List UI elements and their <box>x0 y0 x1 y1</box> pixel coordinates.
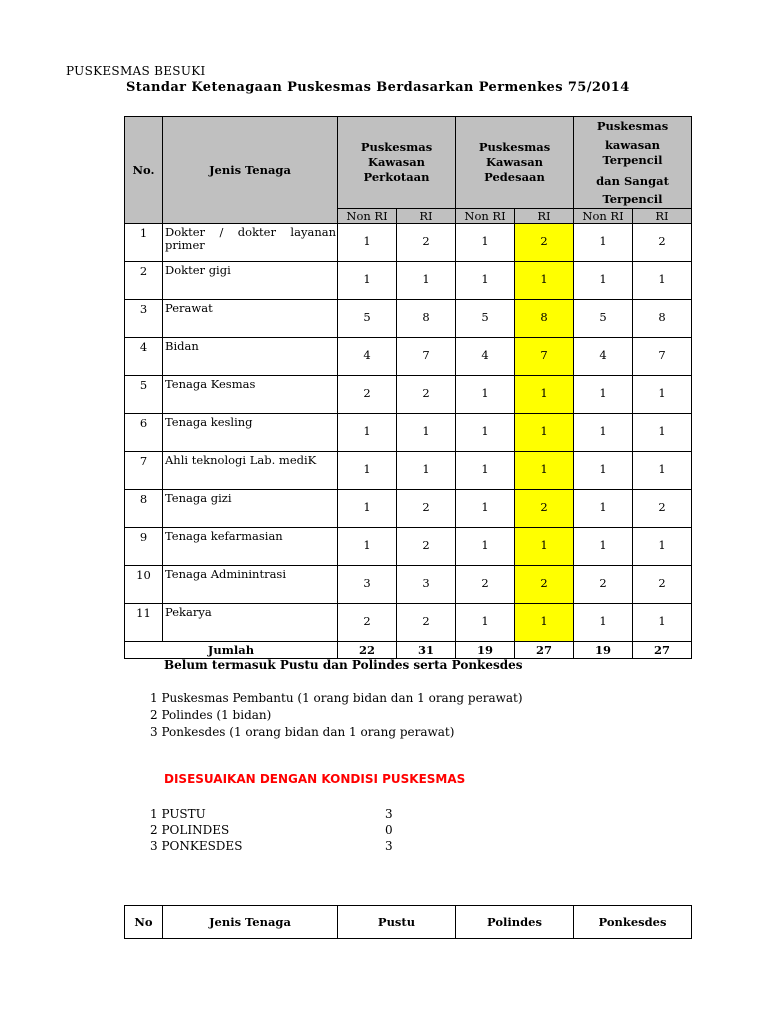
staff-type: Tenaga Kesmas <box>163 376 338 414</box>
organization-name: PUSKESMAS BESUKI <box>66 64 206 78</box>
value-cell: 5 <box>574 300 633 338</box>
row-number: 11 <box>125 604 163 642</box>
header-jenis-tenaga: Jenis Tenaga <box>163 117 338 224</box>
value-cell: 1 <box>397 452 456 490</box>
table-row <box>125 414 692 452</box>
facility-count-list <box>150 806 393 854</box>
total-row <box>125 642 692 659</box>
value-cell: 1 <box>633 528 692 566</box>
table-row <box>125 604 692 642</box>
value-cell: 1 <box>338 528 397 566</box>
value-cell: 2 <box>456 566 515 604</box>
header-polindes: Polindes <box>456 906 574 939</box>
list-item <box>150 822 393 838</box>
adjusted-heading: DISESUAIKAN DENGAN KONDISI PUSKESMAS <box>164 772 466 786</box>
value-cell: 1 <box>574 490 633 528</box>
staff-type: Tenaga kefarmasian <box>163 528 338 566</box>
value-cell: 2 <box>397 528 456 566</box>
table-row <box>125 224 692 262</box>
value-cell: 1 <box>574 604 633 642</box>
staff-type: Pekarya <box>163 604 338 642</box>
value-cell: 5 <box>456 300 515 338</box>
list-item <box>150 806 393 822</box>
row-number: 9 <box>125 528 163 566</box>
value-cell: 4 <box>456 338 515 376</box>
value-cell: 3 <box>397 566 456 604</box>
header-no: No <box>125 906 163 939</box>
header-jenis-tenaga: Jenis Tenaga <box>163 906 338 939</box>
value-cell: 2 <box>633 224 692 262</box>
value-cell: 1 <box>338 224 397 262</box>
value-cell: 1 <box>456 414 515 452</box>
header-ponkesdes: Ponkesdes <box>574 906 692 939</box>
total-cell: 19 <box>574 642 633 659</box>
header-pustu: Pustu <box>338 906 456 939</box>
value-cell: 1 <box>515 262 574 300</box>
staff-type: Dokter / dokter layanan primer <box>163 224 338 262</box>
value-cell: 1 <box>515 414 574 452</box>
list-item: 2 Polindes (1 bidan) <box>150 708 272 722</box>
total-label: Jumlah <box>125 642 338 659</box>
value-cell: 1 <box>338 414 397 452</box>
list-item: 1 Puskesmas Pembantu (1 orang bidan dan 1 orang perawat) <box>150 691 523 705</box>
value-cell: 1 <box>515 528 574 566</box>
value-cell: 1 <box>456 604 515 642</box>
value-cell: 1 <box>633 376 692 414</box>
value-cell: 2 <box>574 566 633 604</box>
value-cell: 1 <box>456 224 515 262</box>
row-number: 8 <box>125 490 163 528</box>
item-label: 2 POLINDES <box>150 823 230 837</box>
subheader-ri: RI <box>515 209 574 224</box>
facility-list <box>150 690 523 741</box>
staff-type: Dokter gigi <box>163 262 338 300</box>
value-cell: 1 <box>574 414 633 452</box>
staff-type: Tenaga gizi <box>163 490 338 528</box>
row-number: 10 <box>125 566 163 604</box>
staffing-standard-table <box>124 116 692 659</box>
value-cell: 8 <box>515 300 574 338</box>
value-cell: 7 <box>397 338 456 376</box>
value-cell: 4 <box>338 338 397 376</box>
value-cell: 1 <box>633 414 692 452</box>
value-cell: 2 <box>338 376 397 414</box>
value-cell: 1 <box>338 262 397 300</box>
item-label: 3 PONKESDES <box>150 839 243 853</box>
subheader-ri: RI <box>633 209 692 224</box>
value-cell: 1 <box>574 376 633 414</box>
value-cell: 1 <box>574 452 633 490</box>
row-number: 4 <box>125 338 163 376</box>
row-number: 5 <box>125 376 163 414</box>
value-cell: 1 <box>338 452 397 490</box>
staff-type: Bidan <box>163 338 338 376</box>
list-item <box>150 838 393 854</box>
value-cell: 2 <box>633 566 692 604</box>
value-cell: 1 <box>397 414 456 452</box>
value-cell: 2 <box>515 490 574 528</box>
note-text: Belum termasuk Pustu dan Polindes serta Ponkesdes <box>164 658 523 672</box>
value-cell: 2 <box>397 224 456 262</box>
staff-type: Tenaga Adminintrasi <box>163 566 338 604</box>
table-row <box>125 300 692 338</box>
header-group-pedesaan: Puskesmas Kawasan Pedesaan <box>456 117 574 209</box>
table-row <box>125 452 692 490</box>
value-cell: 4 <box>574 338 633 376</box>
total-cell: 27 <box>633 642 692 659</box>
value-cell: 1 <box>397 262 456 300</box>
value-cell: 2 <box>515 224 574 262</box>
row-number: 3 <box>125 300 163 338</box>
item-value: 3 <box>385 807 393 821</box>
value-cell: 2 <box>397 490 456 528</box>
subheader-non-ri: Non RI <box>574 209 633 224</box>
value-cell: 2 <box>338 604 397 642</box>
value-cell: 1 <box>456 528 515 566</box>
total-cell: 31 <box>397 642 456 659</box>
row-number: 1 <box>125 224 163 262</box>
value-cell: 1 <box>574 262 633 300</box>
item-value: 0 <box>385 823 393 837</box>
value-cell: 1 <box>338 490 397 528</box>
staff-type: Perawat <box>163 300 338 338</box>
facility-staff-table <box>124 905 692 939</box>
total-cell: 27 <box>515 642 574 659</box>
staff-type: Ahli teknologi Lab. mediK <box>163 452 338 490</box>
staff-type: Tenaga kesling <box>163 414 338 452</box>
value-cell: 1 <box>633 452 692 490</box>
value-cell: 2 <box>397 604 456 642</box>
subheader-non-ri: Non RI <box>456 209 515 224</box>
total-cell: 22 <box>338 642 397 659</box>
value-cell: 3 <box>338 566 397 604</box>
row-number: 6 <box>125 414 163 452</box>
subheader-non-ri: Non RI <box>338 209 397 224</box>
list-item: 3 Ponkesdes (1 orang bidan dan 1 orang perawat) <box>150 725 455 739</box>
value-cell: 1 <box>456 452 515 490</box>
value-cell: 1 <box>633 262 692 300</box>
row-number: 7 <box>125 452 163 490</box>
value-cell: 1 <box>456 376 515 414</box>
value-cell: 1 <box>574 224 633 262</box>
table-row <box>125 338 692 376</box>
value-cell: 5 <box>338 300 397 338</box>
table-row <box>125 566 692 604</box>
value-cell: 2 <box>397 376 456 414</box>
value-cell: 1 <box>456 490 515 528</box>
value-cell: 1 <box>633 604 692 642</box>
header-group-perkotaan: Puskesmas Kawasan Perkotaan <box>338 117 456 209</box>
value-cell: 1 <box>515 604 574 642</box>
value-cell: 8 <box>633 300 692 338</box>
header-group-terpencil: Puskesmas kawasan Terpencil dan Sangat Terpencil <box>574 117 692 209</box>
value-cell: 8 <box>397 300 456 338</box>
table-row <box>125 262 692 300</box>
row-number: 2 <box>125 262 163 300</box>
document-title: Standar Ketenagaan Puskesmas Berdasarkan Permenkes 75/2014 <box>126 80 630 95</box>
item-label: 1 PUSTU <box>150 807 206 821</box>
value-cell: 7 <box>633 338 692 376</box>
table-row <box>125 376 692 414</box>
item-value: 3 <box>385 839 393 853</box>
table-row <box>125 490 692 528</box>
total-cell: 19 <box>456 642 515 659</box>
value-cell: 2 <box>633 490 692 528</box>
value-cell: 2 <box>515 566 574 604</box>
value-cell: 1 <box>456 262 515 300</box>
header-no: No. <box>125 117 163 224</box>
table-row <box>125 528 692 566</box>
value-cell: 1 <box>515 452 574 490</box>
value-cell: 7 <box>515 338 574 376</box>
subheader-ri: RI <box>397 209 456 224</box>
value-cell: 1 <box>515 376 574 414</box>
value-cell: 1 <box>574 528 633 566</box>
